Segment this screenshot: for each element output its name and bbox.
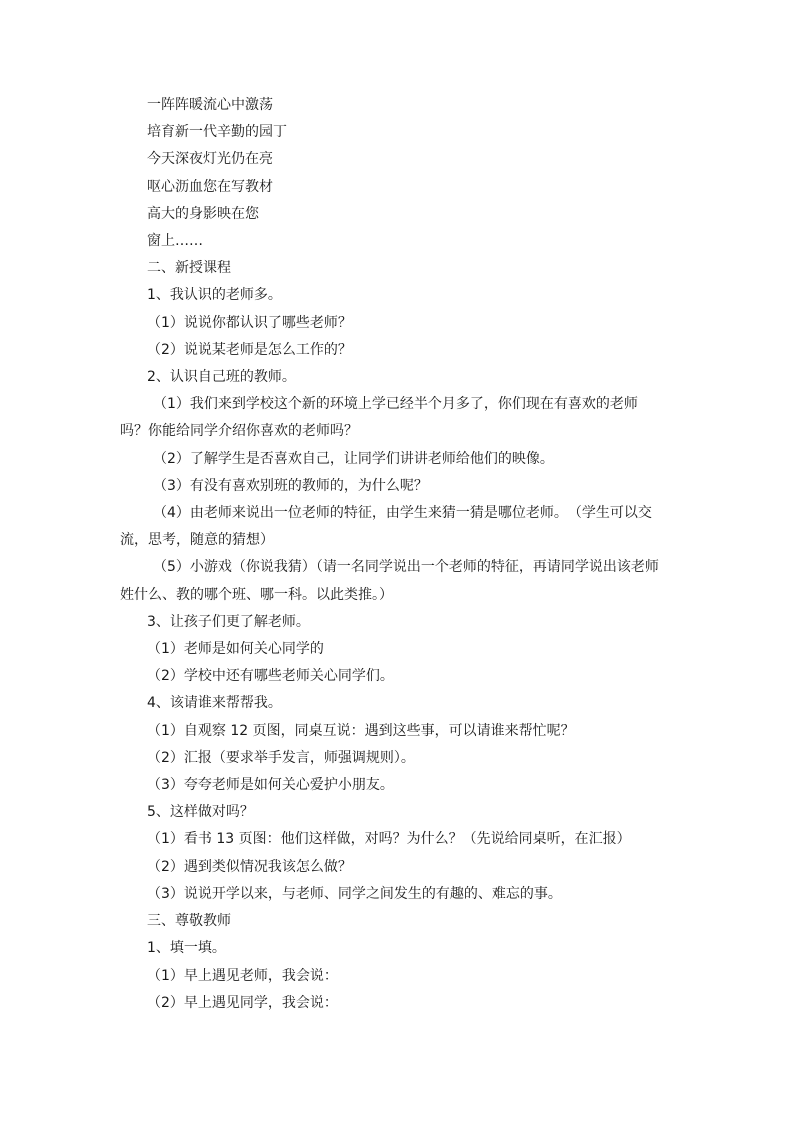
- list-item: （2）汇报（要求举手发言，师强调规则）。: [147, 749, 415, 766]
- subsection-heading: 1、我认识的老师多。: [147, 287, 282, 304]
- list-item: （1）早上遇见老师，我会说：: [147, 967, 338, 984]
- list-item: （1）我们来到学校这个新的环境上学已经半个月多了，你们现在有喜欢的老师吗？你能给同学介绍你喜欢的老师吗？: [120, 396, 638, 440]
- list-item: （1）看书 13 页图：他们这样做，对吗？为什么？（先说给同桌听，在汇报）: [147, 831, 631, 848]
- list-item: （5）小游戏（你说我猜）（请一名同学说出一个老师的特征，再请同学说出该老师姓什么、教的哪个班、哪一科。以此类推。）: [120, 559, 659, 603]
- list-item: （1）说说你都认识了哪些老师？: [147, 314, 352, 331]
- list-item: （2）早上遇见同学，我会说：: [147, 994, 338, 1011]
- subsection-heading: 1、填一填。: [147, 940, 226, 957]
- list-item: （2）了解学生是否喜欢自己，让同学们讲讲老师给他们的映像。: [153, 450, 554, 467]
- section-heading: 三、尊敬教师: [147, 913, 231, 930]
- section-heading: 二、新授课程: [147, 260, 231, 277]
- list-item: （3）有没有喜欢别班的教师的，为什么呢？: [153, 477, 428, 494]
- poem-line: 呕心沥血您在写教材: [147, 178, 273, 195]
- list-item: （4）由老师来说出一位老师的特征，由学生来猜一猜是哪位老师。 （学生可以交流，思考，随意的猜想）: [120, 505, 652, 549]
- subsection-heading: 4、该请谁来帮帮我。: [147, 695, 282, 712]
- subsection-heading: 3、让孩子们更了解老师。: [147, 613, 310, 630]
- poem-line: 高大的身影映在您: [147, 205, 259, 222]
- poem-line: 一阵阵暖流心中激荡: [147, 97, 273, 113]
- poem-line: 窗上……: [147, 233, 203, 250]
- document-body: [120, 92, 680, 1017]
- list-item: （2）学校中还有哪些老师关心同学们。: [147, 668, 394, 685]
- subsection-heading: 5、这样做对吗？: [147, 804, 254, 821]
- subsection-heading: 2、认识自己班的教师。: [147, 369, 296, 386]
- list-item: （3）夸夸老师是如何关心爱护小朋友。: [147, 777, 394, 794]
- list-item: （3）说说开学以来，与老师、同学之间发生的有趣的、难忘的事。: [147, 885, 562, 902]
- poem-line: 培育新一代辛勤的园丁: [147, 124, 287, 141]
- list-item: （1）自观察 12 页图，同桌互说：遇到这些事，可以请谁来帮忙呢？: [147, 722, 575, 739]
- list-item: （2）说说某老师是怎么工作的？: [147, 341, 352, 358]
- poem-line: 今天深夜灯光仍在亮: [147, 151, 273, 168]
- list-item: （1）老师是如何关心同学的: [147, 641, 324, 658]
- list-item: （2）遇到类似情况我该怎么做？: [147, 858, 352, 875]
